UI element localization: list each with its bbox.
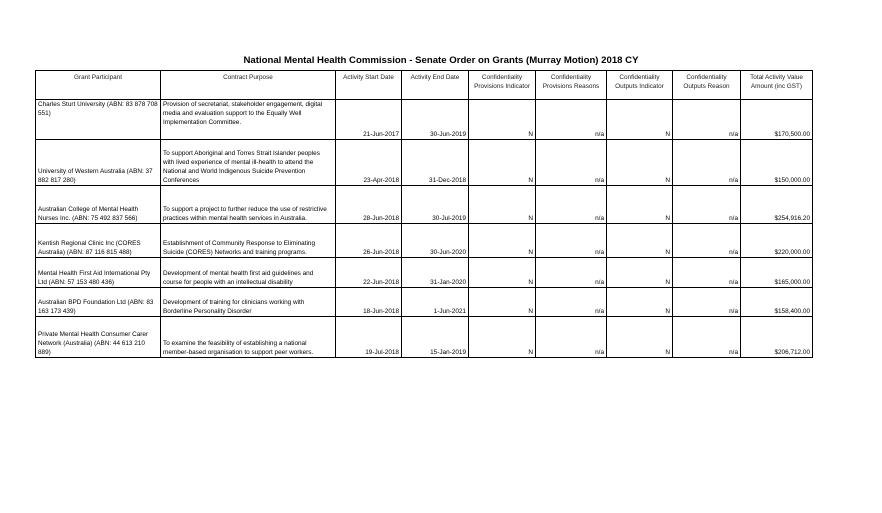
- cell-amount: $165,000.00: [741, 258, 813, 288]
- cell-end: 1-Jun-2021: [402, 288, 469, 317]
- cell-conf-out-ind: N: [607, 100, 673, 140]
- cell-amount: $150,000.00: [741, 140, 813, 186]
- cell-conf-out-reason: n/a: [673, 140, 741, 186]
- table-row: [36, 186, 813, 224]
- cell-purpose: To support Aboriginal and Torres Strait Islander peoples with lived experience of mental ill-health to attend the National and World Indigenous Suicide Prevention Conferences: [161, 140, 336, 186]
- cell-conf-out-ind: N: [607, 258, 673, 288]
- cell-conf-prov-ind: N: [469, 224, 536, 258]
- table-row: [36, 140, 813, 186]
- cell-conf-out-reason: n/a: [673, 258, 741, 288]
- cell-conf-prov-reason: n/a: [536, 140, 607, 186]
- cell-amount: $206,712.00: [741, 317, 813, 358]
- table-row: [36, 100, 813, 140]
- header-conf-provisions-indicator: Confidentiality Provisions Indicator: [469, 71, 536, 100]
- cell-conf-out-ind: N: [607, 288, 673, 317]
- cell-participant: Mental Health First Aid International Pty Ltd (ABN: 57 153 480 436): [36, 258, 161, 288]
- cell-conf-out-reason: n/a: [673, 317, 741, 358]
- cell-amount: $220,000.00: [741, 224, 813, 258]
- cell-conf-out-ind: N: [607, 186, 673, 224]
- header-row: [36, 71, 813, 100]
- page-title: National Mental Health Commission - Senate Order on Grants (Murray Motion) 2018 CY: [243, 55, 639, 66]
- cell-purpose: Development of mental health first aid guidelines and course for people with an intellectual disability: [161, 258, 336, 288]
- cell-participant: Australian College of Mental Health Nurses Inc. (ABN: 75 492 837 566): [36, 186, 161, 224]
- cell-conf-out-reason: n/a: [673, 100, 741, 140]
- cell-end: 31-Jan-2020: [402, 258, 469, 288]
- grants-table: [35, 70, 813, 358]
- cell-conf-prov-ind: N: [469, 186, 536, 224]
- cell-conf-prov-reason: n/a: [536, 100, 607, 140]
- cell-participant: Australian BPD Foundation Ltd (ABN: 83 163 173 439): [36, 288, 161, 317]
- header-activity-start-date: Activity Start Date: [336, 71, 402, 100]
- table-row: [36, 317, 813, 358]
- cell-participant: University of Western Australia (ABN: 37 882 817 280): [36, 140, 161, 186]
- cell-conf-prov-ind: N: [469, 258, 536, 288]
- cell-participant: Charles Sturt University (ABN: 83 878 708 551): [36, 100, 161, 140]
- cell-conf-prov-reason: n/a: [536, 224, 607, 258]
- cell-end: 30-Jun-2019: [402, 100, 469, 140]
- header-conf-provisions-reasons: Confidentiality Provisions Reasons: [536, 71, 607, 100]
- cell-end: 31-Dec-2018: [402, 140, 469, 186]
- cell-participant: Kentish Regional Clinic Inc (CORES Australia) (ABN: 87 116 815 488): [36, 224, 161, 258]
- cell-amount: $170,500.00: [741, 100, 813, 140]
- header-contract-purpose: Contract Purpose: [161, 71, 336, 100]
- table-row: [36, 288, 813, 317]
- cell-conf-prov-ind: N: [469, 140, 536, 186]
- cell-conf-out-reason: n/a: [673, 186, 741, 224]
- cell-end: 15-Jan-2019: [402, 317, 469, 358]
- cell-conf-prov-reason: n/a: [536, 186, 607, 224]
- cell-start: 19-Jul-2018: [336, 317, 402, 358]
- table-row: [36, 224, 813, 258]
- header-activity-end-date: Activity End Date: [402, 71, 469, 100]
- cell-purpose: To examine the feasibility of establishing a national member-based organisation to support peer workers.: [161, 317, 336, 358]
- cell-start: 28-Jun-2018: [336, 186, 402, 224]
- cell-conf-prov-reason: n/a: [536, 258, 607, 288]
- cell-conf-out-reason: n/a: [673, 224, 741, 258]
- cell-conf-prov-ind: N: [469, 100, 536, 140]
- cell-conf-out-ind: N: [607, 317, 673, 358]
- cell-end: 30-Jun-2020: [402, 224, 469, 258]
- cell-conf-out-ind: N: [607, 224, 673, 258]
- table-row: [36, 258, 813, 288]
- cell-start: 21-Jun-2017: [336, 100, 402, 140]
- cell-conf-prov-reason: n/a: [536, 288, 607, 317]
- cell-purpose: Provision of secretariat, stakeholder engagement, digital media and evaluation support to the Equally Well Implementation Committee.: [161, 100, 336, 140]
- cell-conf-prov-reason: n/a: [536, 317, 607, 358]
- cell-start: 26-Jun-2018: [336, 224, 402, 258]
- cell-conf-prov-ind: N: [469, 317, 536, 358]
- cell-start: 23-Apr-2018: [336, 140, 402, 186]
- cell-conf-prov-ind: N: [469, 288, 536, 317]
- cell-participant: Private Mental Health Consumer Carer Network (Australia) (ABN: 44 613 210 889): [36, 317, 161, 358]
- cell-purpose: Development of training for clinicians working with Borderline Personality Disorder: [161, 288, 336, 317]
- cell-amount: $158,400.00: [741, 288, 813, 317]
- header-conf-outputs-indicator: Confidentiality Outputs Indicator: [607, 71, 673, 100]
- header-total-value: Total Activity Value Amount (inc GST): [741, 71, 813, 100]
- cell-conf-out-ind: N: [607, 140, 673, 186]
- cell-purpose: Establishment of Community Response to Eliminating Suicide (CORES) Networks and training programs.: [161, 224, 336, 258]
- header-conf-outputs-reason: Confidentiality Outputs Reason: [673, 71, 741, 100]
- cell-start: 22-Jun-2018: [336, 258, 402, 288]
- cell-amount: $254,916.20: [741, 186, 813, 224]
- cell-start: 18-Jun-2018: [336, 288, 402, 317]
- cell-end: 30-Jul-2019: [402, 186, 469, 224]
- cell-conf-out-reason: n/a: [673, 288, 741, 317]
- header-grant-participant: Grant Participant: [36, 71, 161, 100]
- cell-purpose: To support a project to further reduce the use of restrictive practices within mental health services in Australia.: [161, 186, 336, 224]
